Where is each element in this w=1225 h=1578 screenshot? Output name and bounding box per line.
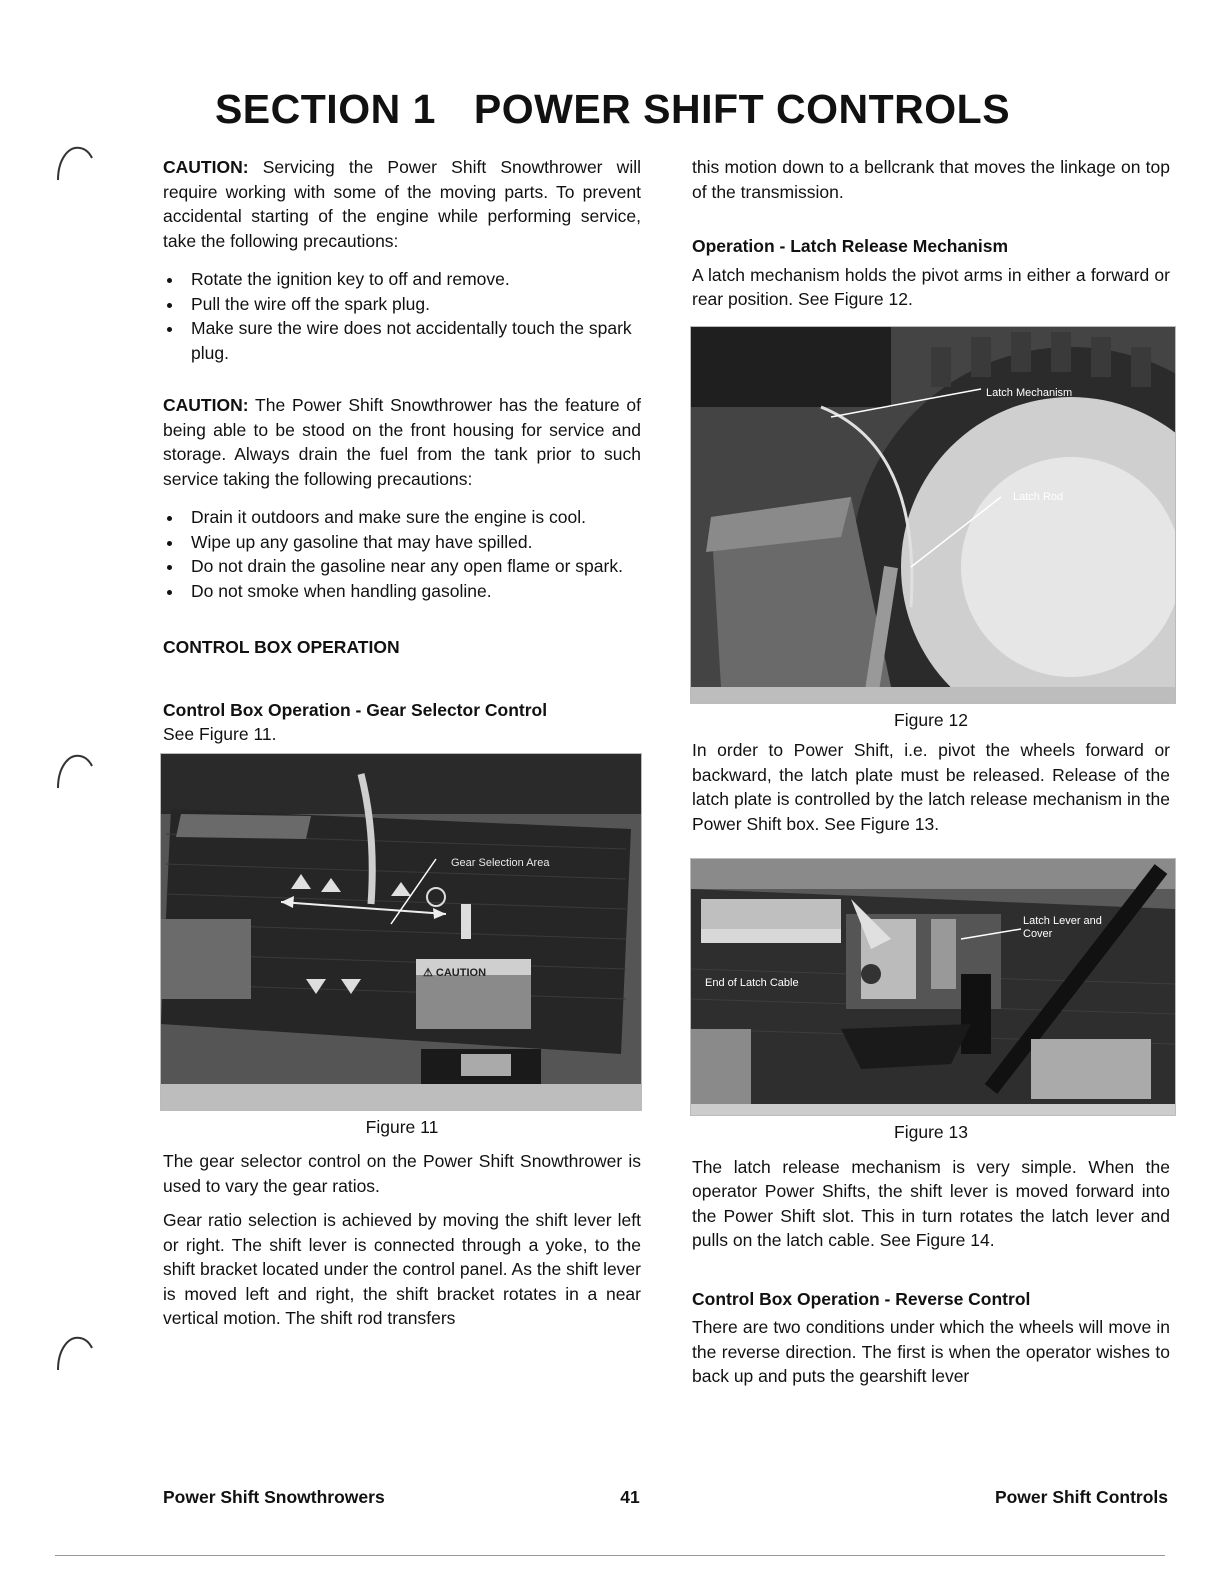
caution-text: Servicing the Power Shift Snowthrower will require working with some of the moving parts. To prevent accidental starting of the engine while performing service, take the following precautions: (163, 157, 641, 251)
margin-mark-icon (50, 748, 96, 794)
figure-11-photo (160, 753, 642, 1111)
subsection-heading: Control Box Operation - Gear Selector Control (163, 699, 548, 720)
margin-mark-icon (50, 140, 96, 186)
page-title (0, 86, 1225, 133)
figure-caption: Figure 12 (894, 709, 968, 730)
list-item: Rotate the ignition key to off and remove. (163, 267, 641, 292)
subsection-heading: Operation - Latch Release Mechanism (692, 236, 1009, 256)
list-item: Make sure the wire does not accidentally touch the spark plug. (163, 316, 641, 365)
figure-13-photo (690, 858, 1176, 1116)
precautions-list-2 (163, 505, 641, 603)
caution-text: The Power Shift Snowthrower has the feature of being able to be stood on the front housing for service and storage. Always drain the fuel from the tank prior to such service taking the following precautions: (163, 395, 641, 489)
list-item: Pull the wire off the spark plug. (163, 292, 641, 317)
figure-callout-label: ⚠ CAUTION (423, 966, 487, 979)
caution-paragraph-1 (163, 155, 641, 253)
body-paragraph: The gear selector control on the Power Shift Snowthrower is used to vary the gear ratios. (163, 1151, 641, 1196)
body-paragraph: In order to Power Shift, i.e. pivot the wheels forward or backward, the latch plate must be released. Release of the latch plate is controlled by the latch release mechanism in the Power Shift box. See Figure 13. (692, 740, 1170, 834)
footer-left: Power Shift Snowthrowers (163, 1487, 385, 1507)
list-item: Do not smoke when handling gasoline. (163, 579, 641, 604)
margin-mark-icon (50, 1330, 96, 1376)
body-paragraph: There are two conditions under which the wheels will move in the reverse direction. The first is when the operator wishes to back up and puts the gearshift lever (692, 1317, 1170, 1386)
subsection-heading: Control Box Operation - Reverse Control (692, 1288, 1031, 1309)
body-paragraph: A latch mechanism holds the pivot arms in either a forward or rear position. See Figure 12. (692, 264, 1170, 309)
right-column (692, 155, 1170, 1389)
body-paragraph: The latch release mechanism is very simple. When the operator Power Shifts, the shift lever is moved forward into the Power Shift slot. This in turn rotates the latch lever and pulls on the latch cable. See Figure 14. (692, 1156, 1170, 1250)
gear-selector-photo-icon (161, 754, 641, 1110)
figure-caption: Figure 13 (894, 1122, 968, 1142)
footer-right: Power Shift Controls (994, 1487, 1168, 1507)
figure-callout-label: End of Latch Cable (705, 977, 799, 989)
section-heading: CONTROL BOX OPERATION (163, 637, 400, 657)
caution-label: CAUTION: (163, 157, 249, 177)
bottom-rule (55, 1555, 1165, 1556)
figure-callout-label: Latch Lever and Cover (1023, 915, 1102, 940)
precautions-list-1 (163, 267, 641, 365)
latch-mechanism-photo-icon (691, 327, 1175, 703)
figure-12-photo (690, 326, 1176, 704)
figure-caption: Figure 11 (365, 1116, 439, 1137)
list-item: Drain it outdoors and make sure the engine is cool. (163, 505, 641, 530)
figure-callout-label: Latch Mechanism (986, 386, 1073, 399)
section-label: SECTION 1 (214, 86, 436, 132)
caution-paragraph-2 (163, 393, 641, 491)
section-title: POWER SHIFT CONTROLS (473, 86, 1011, 132)
body-paragraph: Gear ratio selection is achieved by moving the shift lever left or right. The shift lever is connected through a yoke, to the shift bracket located under the control panel. As the shift lever is moved left and right, the shift bracket rotates in a near vertical motion. The shift rod transfers (163, 1210, 641, 1328)
left-column (163, 155, 641, 1331)
figure-reference: See Figure 11. (163, 724, 277, 744)
body-paragraph: this motion down to a bellcrank that moves the linkage on top of the transmission. (692, 157, 1170, 202)
figure-callout-label: Latch Rod (1013, 490, 1064, 503)
caution-label: CAUTION: (163, 395, 249, 415)
list-item: Do not drain the gasoline near any open flame or spark. (163, 554, 641, 579)
list-item: Wipe up any gasoline that may have spilled. (163, 530, 641, 555)
page-number: 41 (620, 1487, 640, 1507)
figure-callout-label: Gear Selection Area (451, 856, 550, 869)
